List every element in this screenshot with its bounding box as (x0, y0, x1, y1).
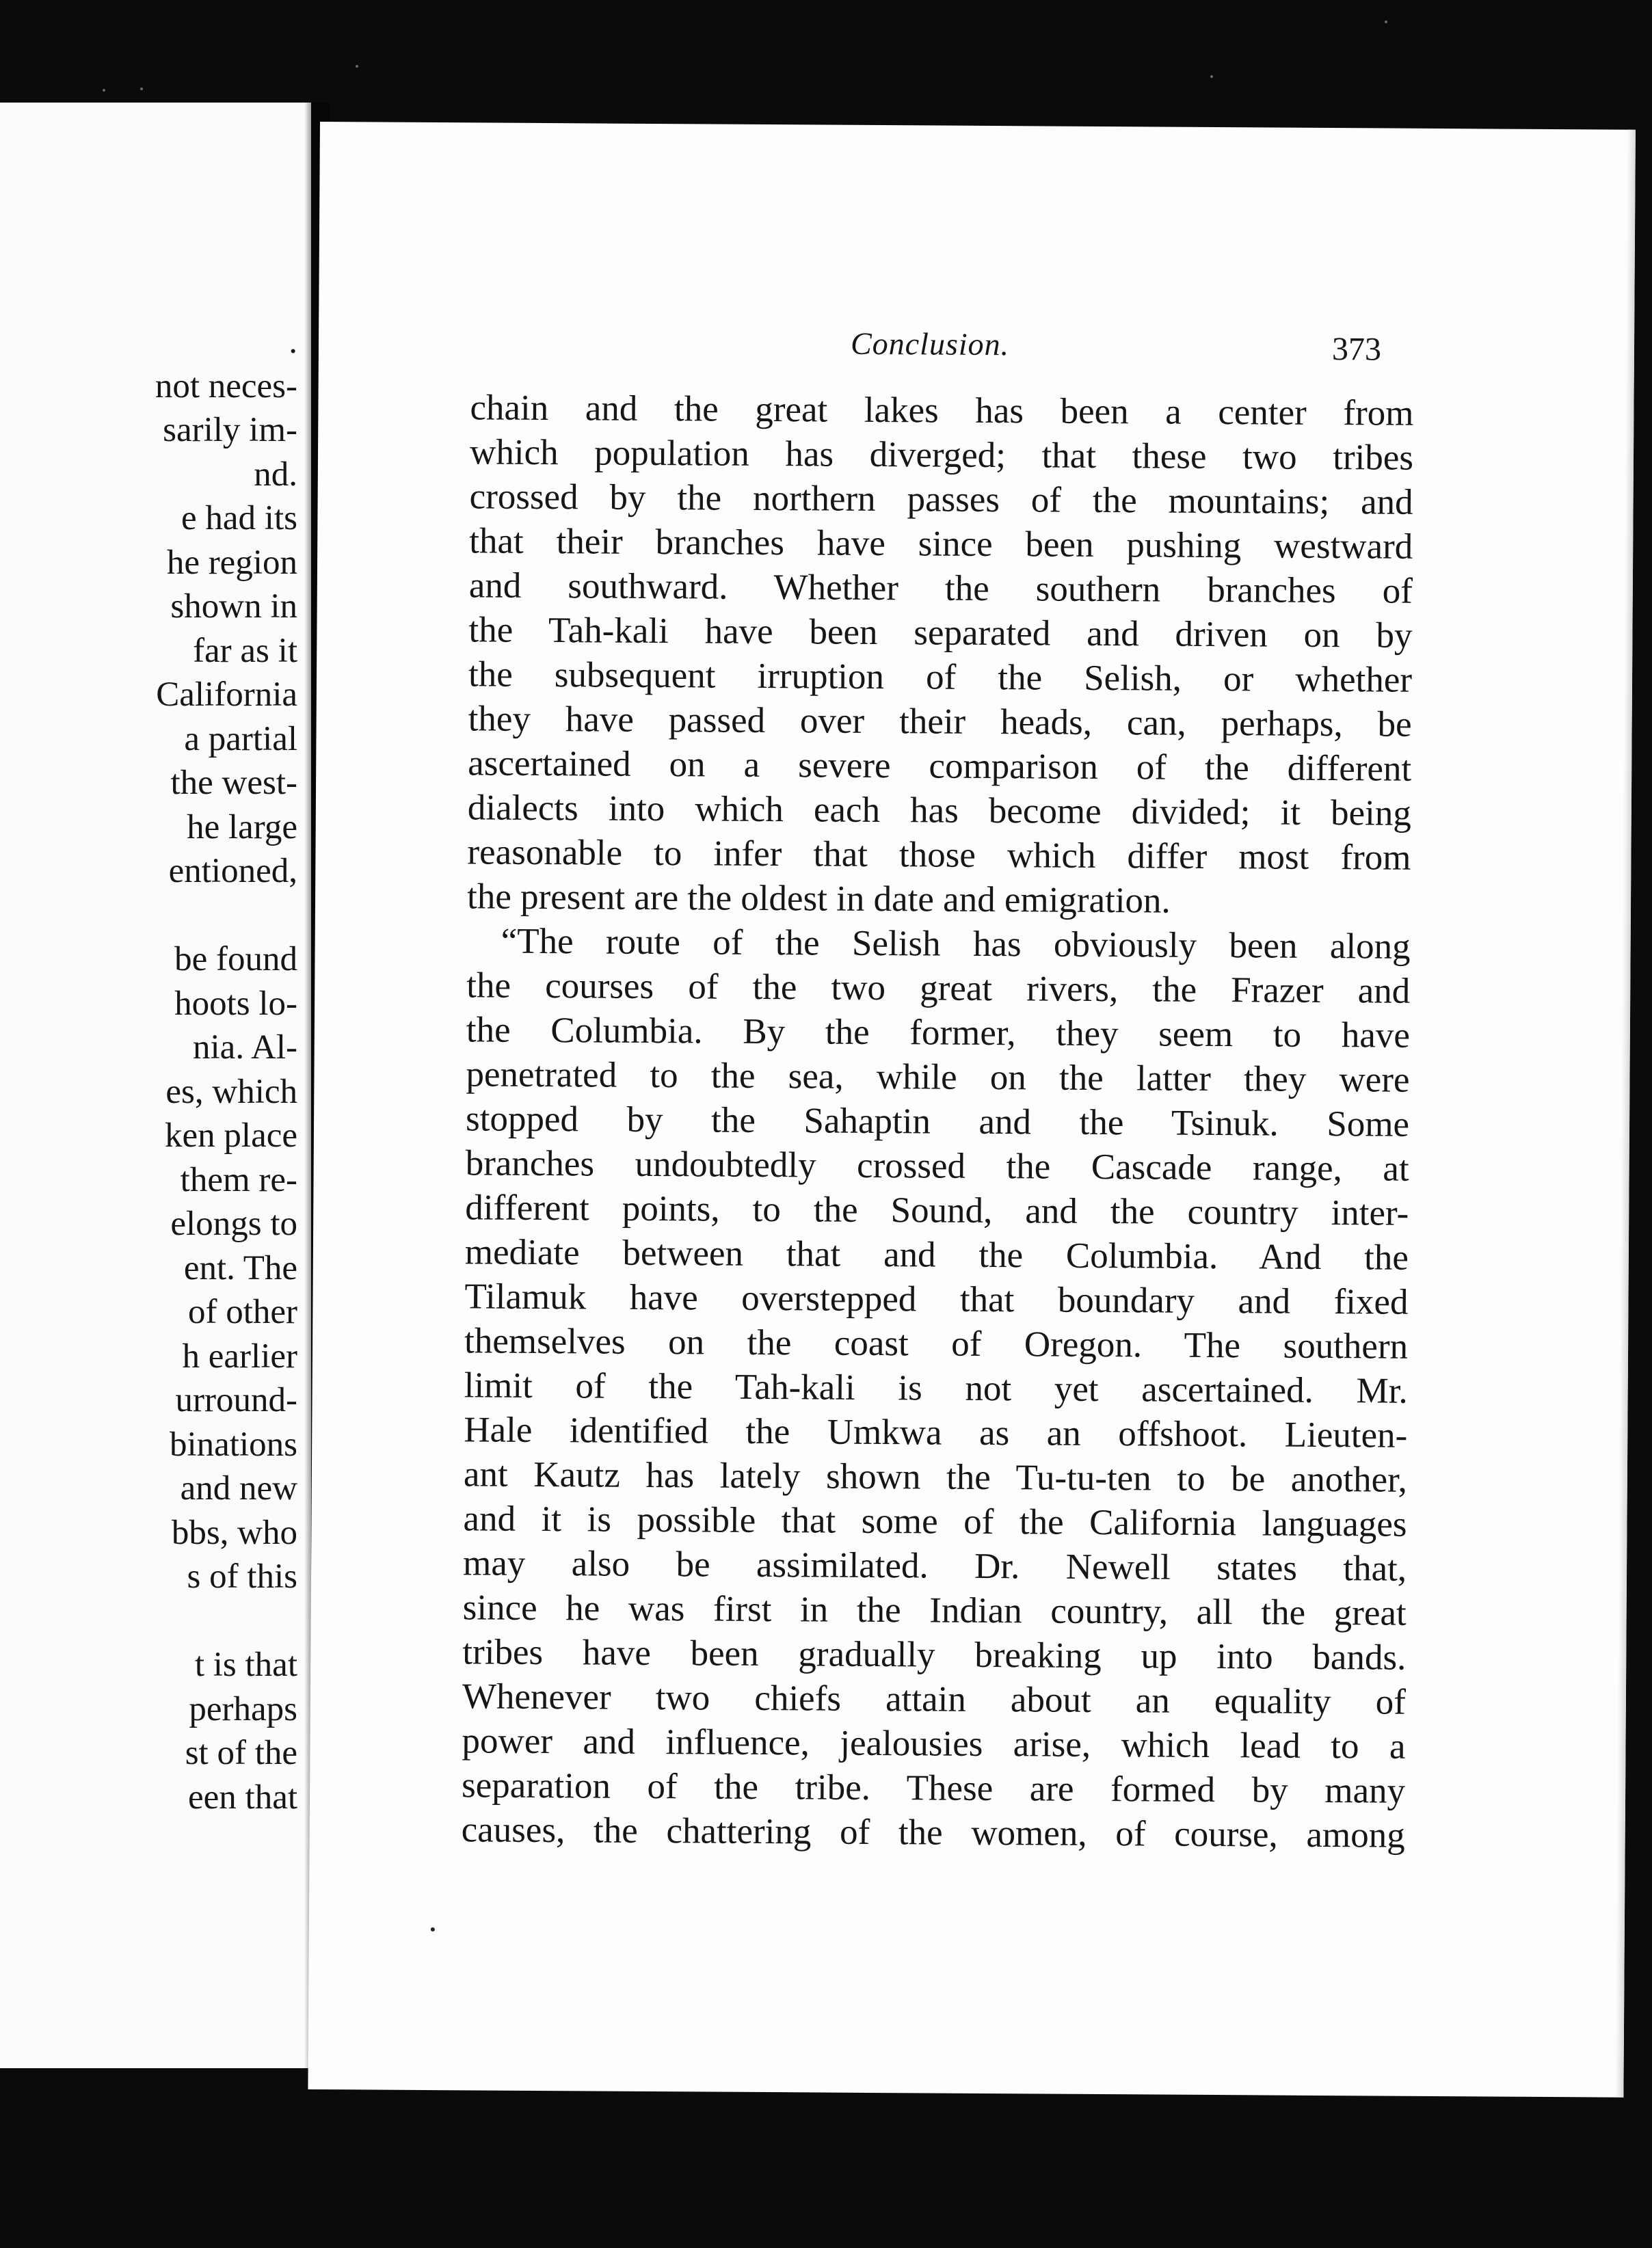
text-line: nia. Al- (193, 1028, 297, 1067)
text-line: they have passed over their heads, can, perhaps, be (468, 699, 1412, 745)
text-line: of other (187, 1293, 297, 1331)
text-line: mediate between that and the Columbia. And the (464, 1232, 1409, 1278)
text-line: binations (170, 1425, 297, 1464)
text-line: separation of the tribe. These are formed by many (461, 1765, 1406, 1811)
text-line: st of the (185, 1734, 297, 1772)
text-line: crossed by the northern passes of the mountains; and (469, 477, 1413, 522)
text-line: be found (174, 940, 297, 978)
text-line: t is that (194, 1646, 297, 1684)
text-line: not neces- (155, 366, 297, 405)
text-line: since he was first in the Indian country, all the great (462, 1588, 1407, 1633)
text-line: shown in (170, 587, 297, 626)
text-line: “The route of the Selish has obviously been along (501, 921, 1411, 967)
text-line: and it is possible that some of the California languages (463, 1499, 1407, 1544)
text-line: the present are the oldest in date and emigration. (466, 877, 1171, 921)
text-line: penetrated to the sea, while on the latter they were (466, 1054, 1410, 1100)
text-line: h earlier (182, 1337, 297, 1376)
text-line: he large (187, 807, 297, 846)
scan-speck (356, 65, 358, 68)
text-line: may also be assimilated. Dr. Newell states that, (462, 1543, 1407, 1589)
previous-page (0, 103, 311, 2068)
text-line: ent. The (183, 1248, 297, 1287)
text-line: a partial (184, 719, 297, 758)
text-line: Tilamuk have overstepped that boundary and fixed (464, 1276, 1409, 1322)
text-line: hoots lo- (174, 984, 297, 1023)
scan-speck (140, 88, 143, 90)
text-line: nd. (254, 455, 297, 494)
text-line: elongs to (170, 1205, 297, 1243)
text-line: and new (180, 1469, 297, 1508)
text-line: es, which (165, 1072, 297, 1111)
text-line: branches undoubtedly crossed the Cascade range, at (465, 1143, 1409, 1189)
text-line: them re- (180, 1160, 297, 1199)
current-page (308, 122, 1636, 2098)
text-line: e had its (181, 499, 297, 537)
text-line: entioned, (168, 852, 297, 890)
text-line: tribes have been gradually breaking up into bands. (462, 1632, 1407, 1678)
running-title: Conclusion. (850, 325, 1010, 362)
text-line: ken place (165, 1116, 297, 1155)
text-line (155, 894, 297, 938)
text-line: sarily im- (163, 411, 297, 449)
text-line: perhaps (189, 1689, 297, 1728)
text-line: that their branches have since been pushing westward (469, 521, 1413, 567)
text-line: ascertained on a severe comparison of the different (468, 743, 1412, 789)
text-line: far as it (193, 631, 297, 670)
running-header (319, 320, 1634, 369)
text-line: California (156, 675, 297, 714)
text-line: een that (188, 1778, 297, 1817)
text-line: . (289, 323, 297, 361)
text-line: the courses of the two great rivers, the Frazer and (466, 965, 1411, 1011)
text-line: limit of the Tah-kali is not yet ascertained. Mr. (464, 1365, 1408, 1411)
text-line: bbs, who (171, 1513, 297, 1552)
text-line: different points, to the Sound, and the country inter- (465, 1188, 1409, 1233)
body-text (462, 386, 1414, 1858)
text-line: the Tah-kali have been separated and driven on by (468, 610, 1413, 656)
text-line: the subsequent irruption of the Selish, or whether (468, 654, 1413, 700)
text-line: the west- (170, 764, 297, 802)
text-line: themselves on the coast of Oregon. The southern (464, 1321, 1409, 1367)
scan-speck (1210, 75, 1213, 78)
text-line: ant Kautz has lately shown the Tu-tu-ten to be another, (463, 1454, 1408, 1500)
text-line: which population has diverged; that these two tribes (469, 432, 1414, 478)
stray-ink-mark (431, 1927, 435, 1931)
text-line: stopped by the Sahaptin and the Tsinuk. Some (465, 1099, 1410, 1145)
text-line: urround- (175, 1381, 297, 1419)
scan-speck (103, 89, 105, 92)
text-line: causes, the chattering of the women, of course, among (461, 1810, 1405, 1856)
text-line: dialects into which each has become divided; it being (467, 788, 1412, 833)
page-number: 373 (1331, 331, 1382, 368)
text-line: power and influence, jealousies arise, which lead to a (462, 1721, 1406, 1767)
text-line: Whenever two chiefs attain about an equality of (462, 1676, 1407, 1722)
text-line: reasonable to infer that those which differ most from (467, 832, 1411, 878)
previous-page-text (155, 320, 297, 1819)
text-line: he region (166, 543, 297, 582)
text-line: the Columbia. By the former, they seem to have (466, 1010, 1411, 1056)
text-line: and southward. Whether the southern branches of (468, 565, 1413, 611)
text-line: s of this (187, 1557, 297, 1596)
page-edge (1615, 130, 1636, 2098)
text-line (155, 1599, 297, 1644)
scan-speck (1385, 21, 1387, 23)
text-line: Hale identified the Umkwa as an offshoot. Lieuten- (464, 1410, 1408, 1456)
text-line: chain and the great lakes has been a center from (470, 388, 1414, 433)
